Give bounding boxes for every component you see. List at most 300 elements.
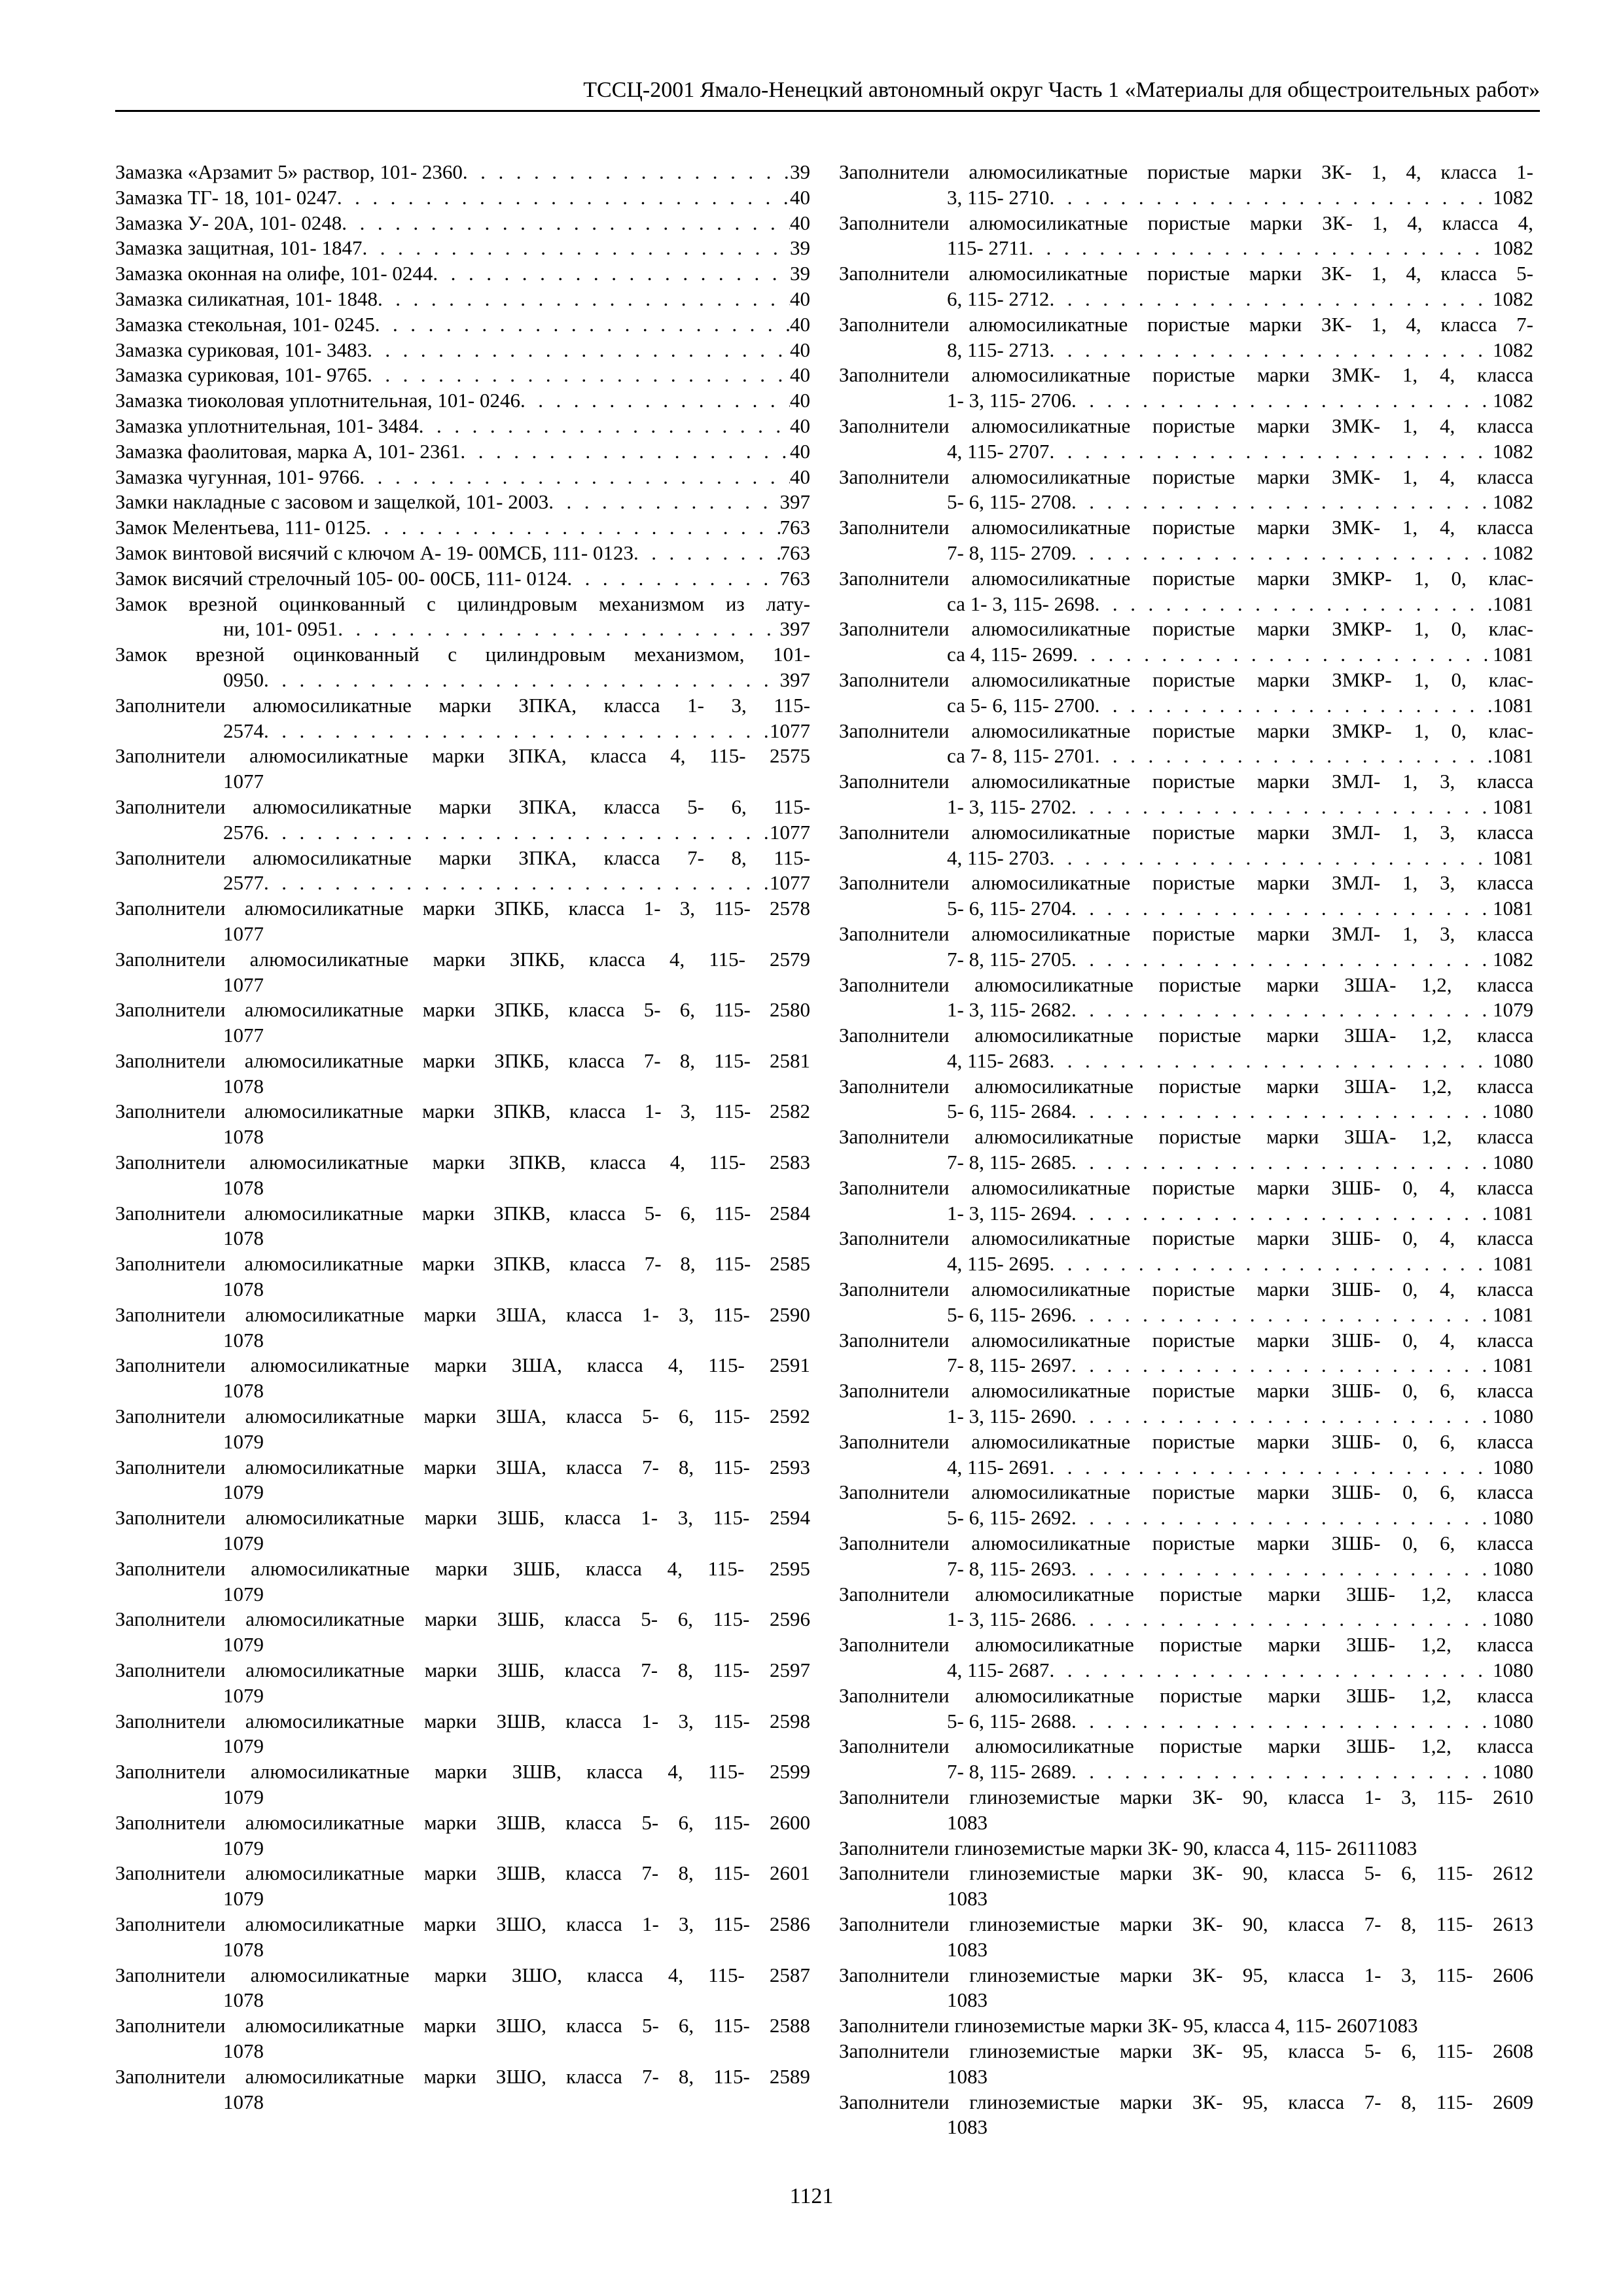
page-ref-line — [839, 1988, 1533, 2013]
entry-word: класса — [1477, 414, 1533, 437]
index-entry — [115, 693, 810, 744]
entry-word: Заполнители — [115, 795, 226, 818]
entry-word: пористые — [1147, 211, 1230, 234]
entry-line — [115, 211, 810, 236]
entry-word: 4, — [1439, 465, 1455, 488]
entry-word: Заполнители — [839, 1379, 950, 1403]
entry-word: 90, — [1242, 1785, 1268, 1808]
entry-word: алюмосиликатные — [249, 744, 408, 768]
entry-word: класса — [1288, 2039, 1345, 2062]
entry-line-continued — [839, 1556, 1533, 1582]
entry-text: 2576 — [223, 820, 264, 844]
page-ref: 1079 — [223, 1734, 264, 1758]
entry-line-continued — [839, 1709, 1533, 1734]
entry-word: 6, — [1400, 2039, 1417, 2062]
entry-word: класса — [1288, 1963, 1345, 1986]
entry-word: 0, — [1402, 1278, 1418, 1301]
entry-word: марки — [1249, 211, 1303, 234]
index-entry — [115, 490, 810, 515]
entry-word: 2575 — [769, 744, 810, 768]
dot-leader — [548, 490, 779, 515]
entry-word: алюмосиликатные — [974, 1125, 1133, 1149]
entry-word: ЗМЛ- — [1331, 871, 1381, 895]
entry-word: 95, — [1242, 1963, 1268, 1986]
entry-word: оцинкованный — [293, 643, 419, 666]
entry-word: 115- — [714, 1201, 751, 1225]
entry-line-continued — [839, 185, 1533, 211]
entry-line — [115, 795, 810, 820]
entry-word: пористые — [1158, 1074, 1241, 1098]
entry-line-continued — [115, 820, 810, 846]
entry-word: 1,2, — [1421, 1074, 1452, 1098]
entry-word: алюмосиликатные — [244, 998, 404, 1022]
entry-word: марки — [422, 998, 476, 1022]
entry-line-continued — [839, 997, 1533, 1023]
entry-line-continued — [839, 896, 1533, 922]
entry-word: Заполнители — [115, 1709, 226, 1732]
entry-text: 7- 8, 115- 2689 — [947, 1760, 1071, 1784]
entry-line — [839, 1480, 1533, 1505]
entry-word: класса — [1477, 770, 1533, 793]
dot-leader — [1071, 896, 1493, 922]
entry-word: 2610 — [1492, 1785, 1533, 1808]
entry-word: пористые — [1152, 1532, 1235, 1555]
entry-word: ЗШБ- — [1331, 1328, 1381, 1352]
entry-word: пористые — [1152, 871, 1235, 895]
entry-line — [115, 566, 810, 592]
entry-text: са 7- 8, 115- 2701 — [947, 744, 1095, 768]
entry-word: алюмосиликатные — [253, 795, 412, 818]
entry-word: пористые — [1152, 465, 1236, 488]
entry-word: Заполнители — [839, 1861, 950, 1885]
entry-word: ЗК- — [1192, 2039, 1223, 2062]
entry-word: 8, — [680, 1252, 696, 1276]
entry-text: 2574 — [223, 719, 264, 742]
entry-word: пористые — [1160, 1734, 1243, 1758]
entry-word: клас- — [1488, 719, 1533, 742]
entry-word: класса — [565, 1861, 622, 1885]
entry-line — [839, 1328, 1533, 1354]
entry-word: ЗШБ- — [1331, 1429, 1381, 1453]
entry-word: Заполнители — [115, 1201, 226, 1225]
entry-word: 6, — [678, 1810, 694, 1834]
index-column-left — [115, 160, 810, 2115]
page-ref-line — [115, 1886, 810, 1912]
page-ref: 1082 — [1493, 338, 1533, 361]
entry-word: класса — [1477, 871, 1533, 895]
entry-word: 6, — [731, 795, 747, 818]
entry-word: 1, — [1402, 465, 1418, 488]
entry-word: ЗШБ, — [497, 1607, 545, 1631]
entry-word: марки — [1120, 1912, 1173, 1935]
entry-word: 115- — [707, 1556, 745, 1580]
index-entry — [839, 870, 1533, 922]
entry-line-continued — [839, 1201, 1533, 1227]
entry-word: алюмосиликатные — [245, 1302, 404, 1326]
dot-leader — [1071, 1302, 1493, 1328]
page-ref: 1077 — [223, 973, 264, 996]
page-ref: 1083 — [947, 1988, 988, 2012]
entry-word: 1,2, — [1421, 1633, 1452, 1657]
entry-word: механизмом, — [633, 643, 745, 666]
index-entry — [115, 363, 810, 388]
page-ref: 1078 — [223, 1937, 264, 1961]
entry-word: глиноземистые — [969, 2090, 1100, 2113]
page-ref: 1077 — [770, 871, 810, 895]
entry-word: марки — [424, 1506, 478, 1530]
entry-line — [115, 693, 810, 719]
entry-word: алюмосиликатные — [969, 262, 1128, 285]
dot-leader — [1071, 388, 1493, 414]
entry-word: марки — [435, 1760, 488, 1784]
entry-line-continued — [839, 1455, 1533, 1480]
entry-line-continued — [839, 1759, 1533, 1785]
index-entry — [839, 1836, 1533, 1861]
entry-word: марки — [423, 2014, 476, 2037]
entry-word: 115- — [708, 1963, 745, 1986]
page-ref: 40 — [790, 312, 810, 336]
entry-line — [115, 541, 810, 566]
entry-line-continued — [839, 541, 1533, 566]
entry-line — [115, 2064, 810, 2090]
entry-word: клас- — [1488, 617, 1533, 641]
entry-word: Заполнители — [115, 1861, 226, 1885]
entry-word: 4, — [1439, 414, 1455, 437]
entry-word: ЗПКВ, — [508, 1151, 566, 1174]
entry-line — [839, 1632, 1533, 1658]
entry-word: 6, — [1400, 1861, 1417, 1885]
dot-leader — [264, 820, 770, 846]
dot-leader — [633, 541, 780, 566]
entry-text: Замазка силикатная, 101- 1848 — [115, 287, 378, 310]
entry-word: 1, — [1402, 414, 1418, 437]
index-entry — [839, 465, 1533, 516]
page-ref: 1077 — [770, 820, 810, 844]
dot-leader — [1049, 1251, 1493, 1277]
entry-word: глиноземистые — [969, 1963, 1100, 1986]
entry-word: 2587 — [769, 1963, 810, 1986]
entry-word: марки — [434, 1963, 487, 1986]
entry-word: марки — [1120, 2039, 1173, 2062]
entry-word: ЗША- — [1344, 1125, 1397, 1149]
entry-word: Заполнители — [839, 1074, 950, 1098]
entry-word: пористые — [1152, 1227, 1235, 1250]
entry-word: 2588 — [769, 2014, 810, 2037]
page-ref: 40 — [790, 287, 810, 310]
entry-word: алюмосиликатные — [971, 1480, 1131, 1504]
page-ref: 40 — [790, 414, 810, 437]
entry-word: 3, — [731, 693, 747, 717]
entry-word: 4, — [1406, 262, 1421, 285]
entry-word: класса — [603, 693, 660, 717]
entry-word: 101- — [773, 643, 810, 666]
dot-leader — [1071, 795, 1493, 820]
entry-word: ЗПКА, — [508, 744, 567, 768]
entry-word: класса — [589, 947, 645, 971]
entry-line — [839, 973, 1533, 998]
entry-word: Заполнители — [115, 1100, 226, 1123]
entry-line-continued — [839, 1404, 1533, 1429]
index-entry — [839, 1734, 1533, 1785]
entry-word: лату- — [766, 592, 810, 615]
entry-word: алюмосиликатные — [244, 1100, 404, 1123]
entry-line — [839, 870, 1533, 896]
entry-word: Заполнители — [839, 617, 950, 641]
entry-word: 1- — [643, 897, 661, 920]
page-ref: 1078 — [223, 1278, 264, 1301]
entry-word: алюмосиликатные — [974, 1734, 1134, 1758]
entry-word: 4, — [670, 744, 686, 768]
entry-word: ЗШБ- — [1331, 1227, 1381, 1250]
entry-word: алюмосиликатные — [971, 770, 1131, 793]
entry-line — [115, 1353, 810, 1378]
page-ref: 40 — [790, 465, 810, 488]
entry-word: Заполнители — [839, 871, 950, 895]
index-entry — [115, 1302, 810, 1354]
entry-word: пористые — [1147, 312, 1230, 336]
entry-word: класса — [590, 1151, 647, 1174]
entry-word: 0, — [1402, 1532, 1418, 1555]
dot-leader — [264, 870, 770, 896]
index-entry — [115, 846, 810, 897]
entry-word: 115- — [774, 846, 810, 869]
page-ref: 1082 — [1493, 439, 1533, 463]
page-ref: 1082 — [1493, 389, 1533, 412]
entry-word: ЗШВ, — [496, 1861, 546, 1885]
entry-word: 115- — [774, 693, 810, 717]
entry-word: алюмосиликатные — [245, 1607, 405, 1631]
entry-word: 115- — [709, 947, 745, 971]
entry-word: алюмосиликатные — [253, 846, 412, 869]
index-column-right — [839, 160, 1533, 2140]
index-entry — [115, 160, 810, 185]
entry-word: Заполнители — [115, 846, 226, 869]
entry-word: 2597 — [769, 1659, 810, 1682]
entry-word: Заполнители — [839, 1024, 950, 1047]
entry-word: класса — [603, 846, 660, 869]
dot-leader — [1071, 1505, 1493, 1531]
entry-word: 2609 — [1492, 2090, 1533, 2113]
index-entry — [839, 1963, 1533, 2014]
entry-word: алюмосиликатные — [974, 1633, 1134, 1657]
entry-word: класса — [1440, 312, 1497, 336]
entry-word: 115- — [1436, 1785, 1473, 1808]
index-entry — [115, 2064, 810, 2115]
index-entry — [839, 769, 1533, 820]
entry-word: марки — [433, 947, 486, 971]
page-ref: 1080 — [1493, 1151, 1533, 1174]
entry-word: марки — [1257, 414, 1310, 437]
index-entry — [839, 363, 1533, 414]
entry-text: 7- 8, 115- 2697 — [947, 1354, 1071, 1377]
entry-word: 1, — [1372, 211, 1388, 234]
entry-word: ЗШВ, — [496, 1709, 546, 1732]
page-ref-line — [839, 1810, 1533, 1836]
page-ref: 763 — [779, 541, 810, 564]
entry-word: 7- — [1364, 1912, 1382, 1935]
entry-word: с — [427, 592, 436, 615]
entry-word: алюмосиликатные — [971, 871, 1131, 895]
entry-word: Заполнители — [115, 1760, 226, 1784]
entry-word: 5- — [641, 2014, 659, 2037]
entry-word: 2601 — [769, 1861, 810, 1885]
entry-line — [115, 287, 810, 312]
entry-text: Замазка «Арзамит 5» раствор, 101- 2360 — [115, 160, 463, 183]
entry-word: пористые — [1152, 414, 1236, 437]
entry-word: ЗПКА, — [518, 795, 577, 818]
entry-word: 115- — [713, 1405, 750, 1428]
entry-word: пористые — [1152, 1175, 1235, 1199]
entry-word: марки — [422, 1201, 475, 1225]
page-ref: 40 — [790, 211, 810, 234]
index-entry — [115, 287, 810, 312]
entry-word: марки — [1257, 1278, 1310, 1301]
entry-line — [115, 414, 810, 439]
entry-word: 1- — [644, 1100, 662, 1123]
entry-line — [839, 2013, 1533, 2039]
entry-line-continued — [115, 719, 810, 744]
entry-word: 1,2, — [1421, 1125, 1452, 1149]
entry-word: ЗШБ, — [497, 1659, 545, 1682]
page-ref: 1078 — [223, 1227, 264, 1250]
entry-word: класса — [1477, 1024, 1533, 1047]
entry-word: 7- — [641, 2064, 659, 2088]
entry-word: ЗШО, — [495, 2014, 546, 2037]
entry-word: Заполнители — [115, 2064, 226, 2088]
index-entry — [115, 1709, 810, 1760]
entry-word: 5- — [643, 998, 661, 1022]
entry-word: марки — [1257, 719, 1310, 742]
entry-word: Заполнители — [839, 211, 950, 234]
entry-line — [115, 1607, 810, 1632]
dot-leader — [1071, 1150, 1493, 1175]
entry-word: 1, — [1402, 363, 1418, 387]
entry-word: алюмосиликатные — [251, 1556, 410, 1580]
page-ref-line — [839, 2115, 1533, 2140]
entry-word: алюмосиликатные — [245, 1861, 404, 1885]
entry-text: 7- 8, 115- 2693 — [947, 1556, 1071, 1580]
entry-word: 0, — [1402, 1429, 1418, 1453]
entry-word: класса — [1476, 1278, 1533, 1301]
entry-line — [839, 1861, 1533, 1886]
entry-word: ЗШО, — [495, 1912, 546, 1935]
entry-word: 4, — [669, 1151, 686, 1174]
entry-line — [839, 566, 1533, 592]
entry-word: Заполнители — [115, 1963, 226, 1986]
entry-word: ЗМКР- — [1332, 617, 1392, 641]
page-ref-line — [115, 2090, 810, 2115]
page-ref: 1078 — [223, 1125, 264, 1149]
entry-word: 115- — [709, 744, 746, 768]
entry-text: 1- 3, 115- 2694 — [947, 1201, 1071, 1225]
entry-word: 7- — [687, 846, 704, 869]
entry-word: 95, — [1242, 2039, 1268, 2062]
page-ref: 1083 — [1376, 1836, 1418, 1859]
index-entry — [115, 1099, 810, 1150]
entry-word: 7- — [641, 1455, 659, 1479]
entry-text: 5- 6, 115- 2684 — [947, 1100, 1071, 1123]
entry-word: 2612 — [1492, 1861, 1533, 1885]
entry-word: 2590 — [769, 1302, 810, 1326]
entry-word: класса — [1477, 516, 1533, 539]
entry-word: ЗШО, — [495, 2064, 546, 2088]
entry-word: ЗК- — [1321, 312, 1352, 336]
entry-word: ЗПКБ, — [494, 897, 550, 920]
dot-leader — [359, 465, 790, 490]
page-ref: 1080 — [1493, 1709, 1533, 1732]
entry-word: глиноземистые — [969, 1785, 1100, 1808]
entry-word: 8, — [678, 2064, 694, 2088]
entry-line — [839, 2039, 1533, 2064]
entry-word: алюмосиликатные — [249, 947, 409, 971]
entry-word: Заполнители — [839, 1125, 950, 1149]
index-entry — [839, 1074, 1533, 1125]
entry-word: алюмосиликатные — [244, 1201, 404, 1225]
entry-word: пористые — [1152, 719, 1236, 742]
page-ref: 1082 — [1493, 236, 1533, 260]
index-entry — [115, 592, 810, 643]
index-entry — [839, 1226, 1533, 1277]
entry-word: алюмосиликатные — [969, 160, 1128, 183]
entry-word: пористые — [1152, 363, 1236, 387]
entry-word: ЗШБ- — [1331, 1532, 1381, 1555]
entry-word: 5- — [1364, 1861, 1382, 1885]
entry-word: 6, — [1440, 1379, 1455, 1403]
entry-word: алюмосиликатные — [971, 922, 1131, 945]
entry-word: Заполнители — [839, 820, 950, 844]
entry-word: пористые — [1160, 1582, 1243, 1605]
entry-line — [839, 1912, 1533, 1937]
entry-word: класса — [568, 998, 625, 1022]
entry-word: 0, — [1402, 1175, 1418, 1199]
entry-text: Замки накладные с засовом и защелкой, 101- 2003 — [115, 490, 549, 514]
entry-word: 1, — [1371, 312, 1387, 336]
entry-word: 3, — [1440, 922, 1455, 945]
entry-word: 4, — [669, 947, 685, 971]
entry-word: ЗШВ, — [512, 1760, 562, 1784]
page-ref-line — [115, 1429, 810, 1455]
entry-word: 90, — [1242, 1912, 1268, 1935]
index-entry — [115, 1353, 810, 1404]
entry-word: 0, — [1402, 1227, 1418, 1250]
entry-word: 1, — [1402, 516, 1418, 539]
entry-word: марки — [1120, 1861, 1173, 1885]
entry-line — [839, 719, 1533, 744]
entry-word: марки — [1257, 516, 1310, 539]
entry-word: Заполнители — [115, 998, 226, 1022]
entry-word: 8, — [1400, 2090, 1417, 2113]
page-ref-line — [115, 1937, 810, 1963]
entry-word: марки — [422, 1049, 476, 1072]
entry-line — [115, 312, 810, 338]
index-entry — [115, 1759, 810, 1810]
entry-word: класса — [590, 744, 647, 768]
entry-word: 1, — [1402, 820, 1418, 844]
entry-word: ЗШВ, — [496, 1810, 546, 1834]
entry-word: 1- — [687, 693, 704, 717]
entry-text: Замок винтовой висячий с ключом А- 19- 00МСБ, 111- 0123 — [115, 541, 633, 564]
entry-line — [115, 439, 810, 465]
entry-word: пористые — [1152, 1278, 1235, 1301]
entry-word: класса — [1477, 973, 1533, 996]
entry-line — [115, 515, 810, 541]
entry-word: 1, — [1414, 566, 1429, 590]
entry-word: 115- — [714, 998, 751, 1022]
entry-word: ЗМЛ- — [1331, 770, 1381, 793]
index-entry — [839, 820, 1533, 871]
page-ref: 1081 — [1493, 592, 1533, 615]
entry-word: ЗПКА, — [518, 846, 577, 869]
